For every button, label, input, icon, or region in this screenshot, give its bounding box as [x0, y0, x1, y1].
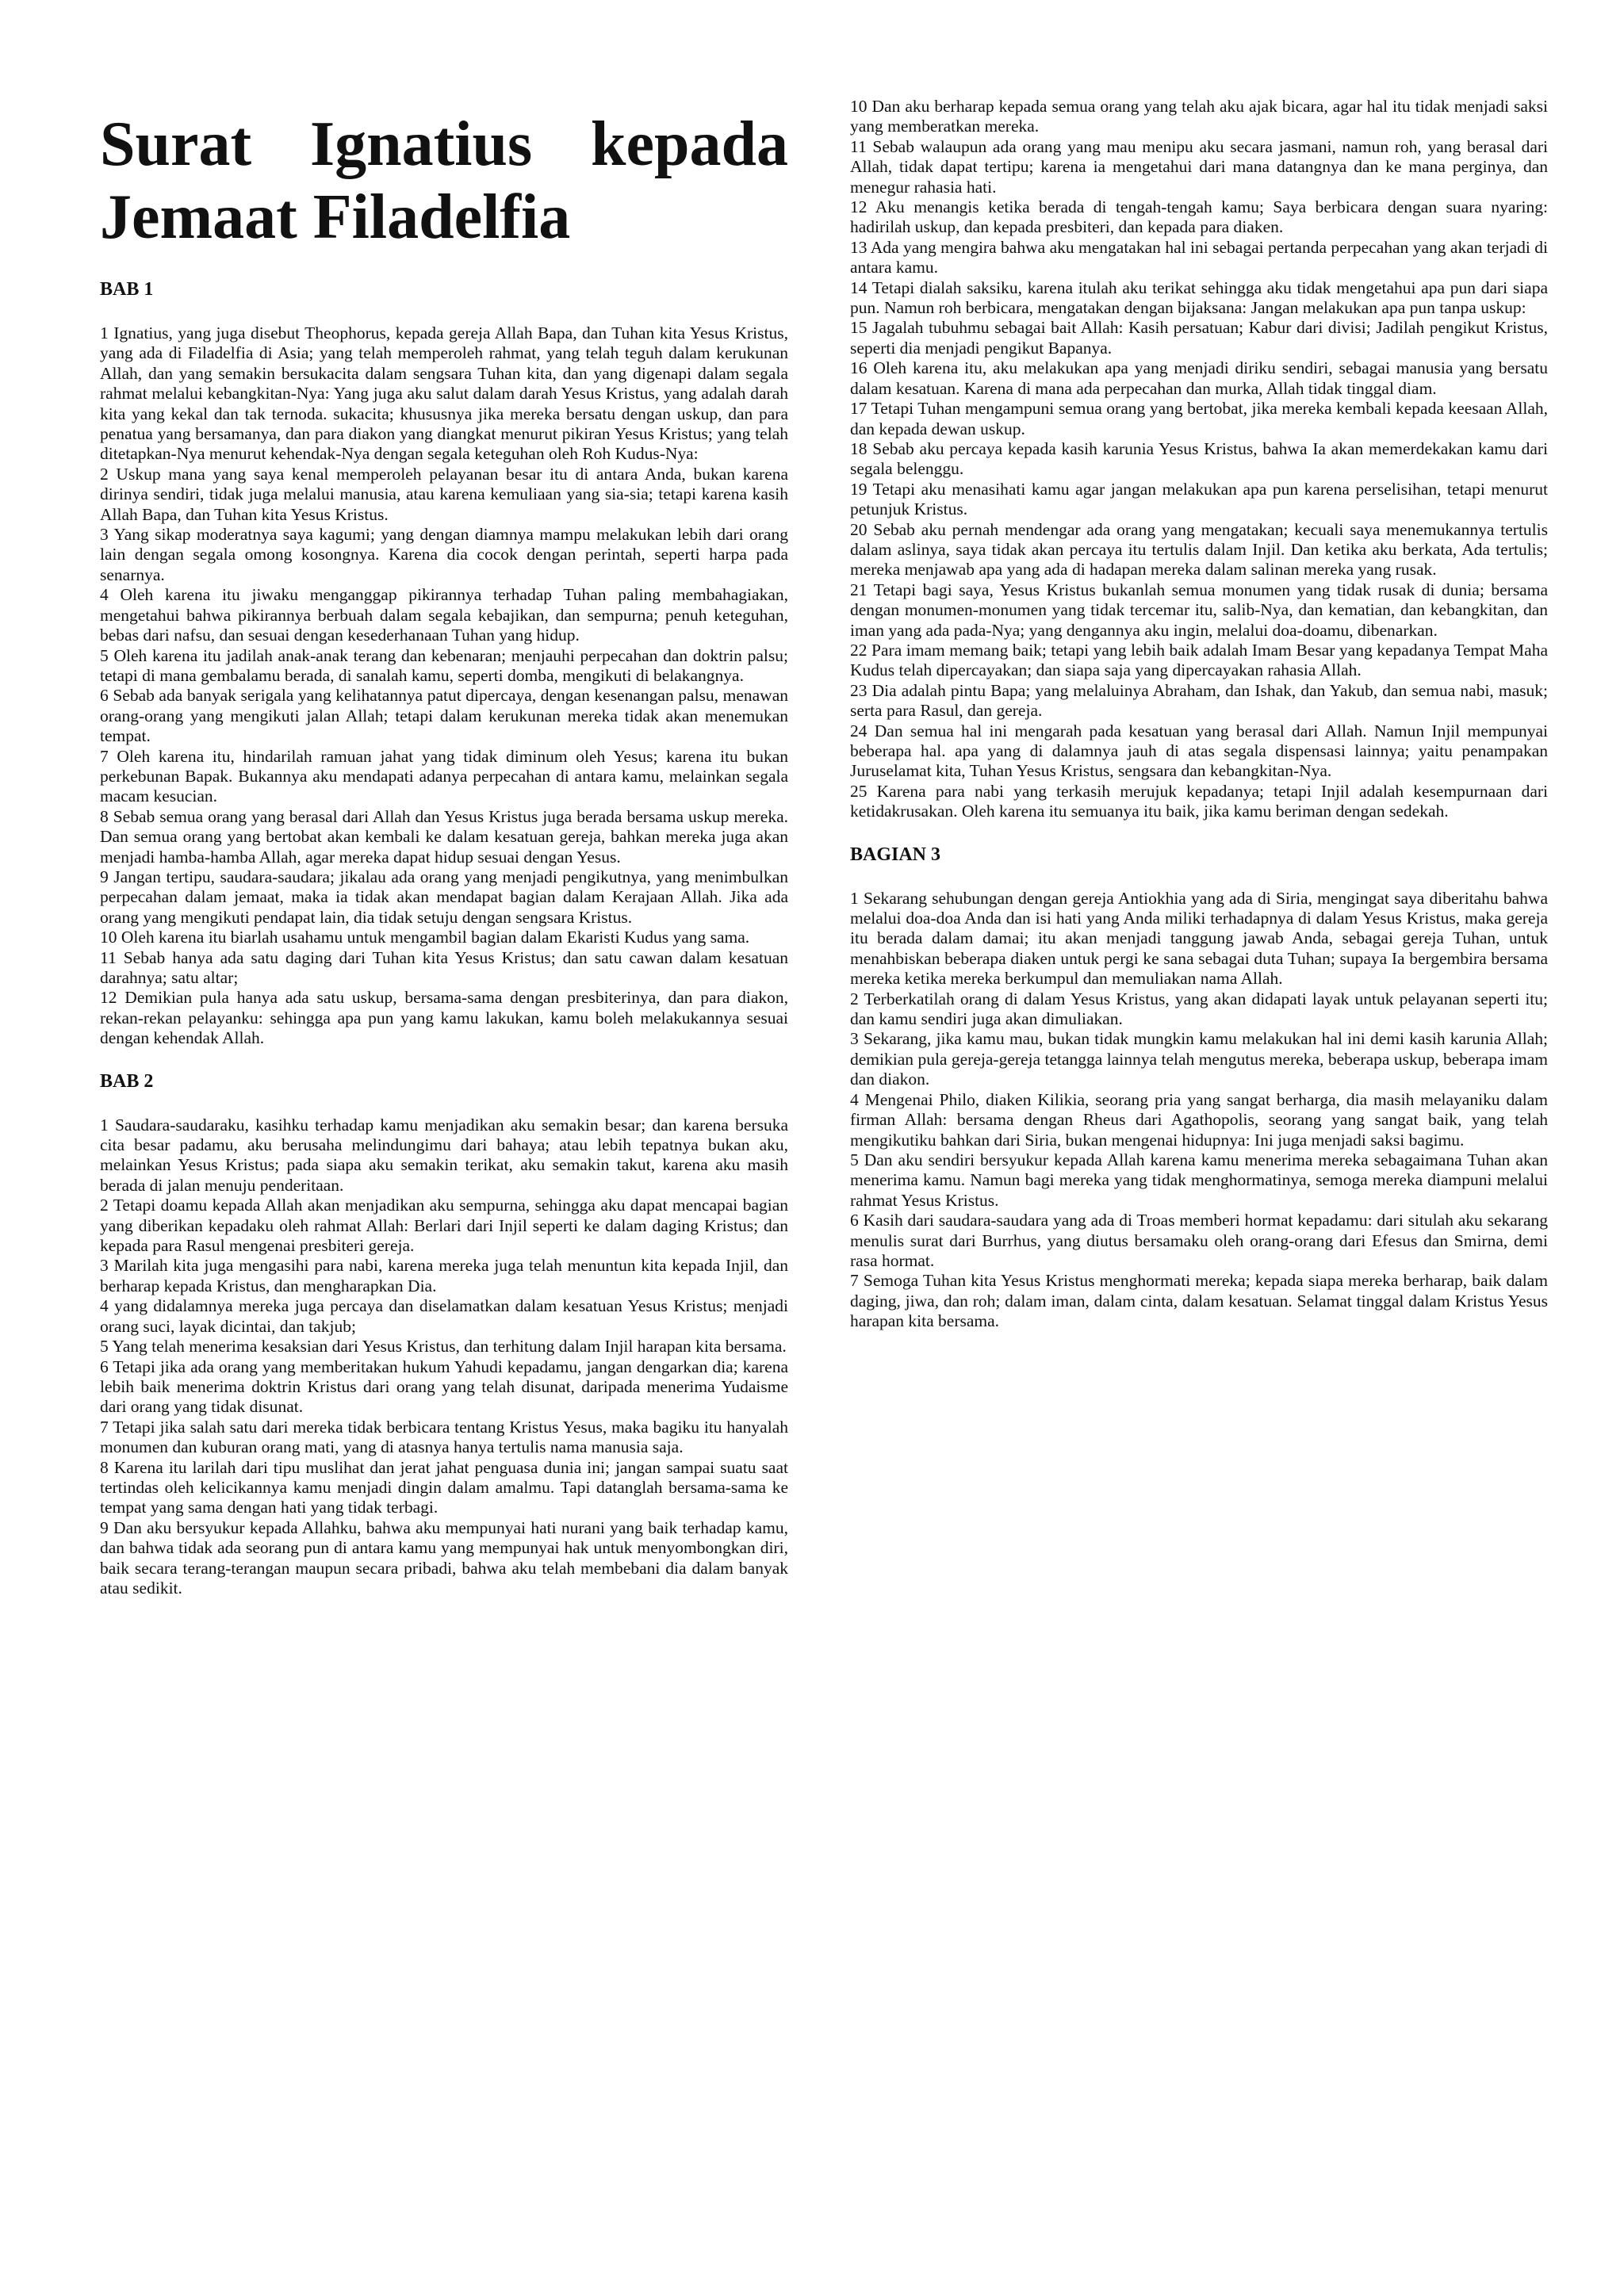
verse-paragraph: 3 Sekarang, jika kamu mau, bukan tidak mungkin kamu melakukan hal ini demi kasih karunia Allah; demikian pula gereja-gereja tetangga lainnya telah mengutus mereka, beberapa uskup, beberapa imam dan diakon.	[850, 1029, 1548, 1089]
chapter-heading: BAB 1	[100, 279, 154, 300]
chapter-section	[850, 843, 1548, 1332]
chapter-section	[100, 277, 788, 1049]
verse-paragraph: 25 Karena para nabi yang terkasih merujuk kepadanya; tetapi Injil adalah kesempurnaan dari ketidakrusakan. Oleh karena itu semuanya itu baik, jika kamu beriman dengan sedekah.	[850, 781, 1548, 821]
chapter-heading: BAGIAN 3	[850, 844, 941, 865]
verse-paragraph: 3 Yang sikap moderatnya saya kagumi; yang dengan diamnya mampu melakukan lebih dari orang lain dengan segala omong kosongnya. Karena dia cocok dengan perintah, seperti harpa pada senarnya.	[100, 525, 788, 584]
verse-paragraph: 21 Tetapi bagi saya, Yesus Kristus bukanlah semua monumen yang tidak rusak di dunia; bersama dengan monumen-monumen yang tidak tercemar itu, salib-Nya, dan kematian, dan kebangkitan, dan iman yang ada pada-Nya; yang dengannya aku ingin, melalui doa-doamu, dibenarkan.	[850, 580, 1548, 640]
verse-paragraph: 2 Uskup mana yang saya kenal memperoleh pelayanan besar itu di antara Anda, bukan karena dirinya sendiri, tidak juga melalui manusia, atau karena kemuliaan yang sia-sia; tetapi karena kasih Allah Bapa, dan Tuhan kita Yesus Kristus.	[100, 464, 788, 524]
verse-paragraph: 24 Dan semua hal ini mengarah pada kesatuan yang berasal dari Allah. Namun Injil mempunyai beberapa hal. apa yang di dalamnya jauh di atas segala dispensasi lainnya; yaitu penampakan Juruselamat kita, Tuhan Yesus Kristus, sengsara dan kebangkitan-Nya.	[850, 721, 1548, 781]
document-title: Surat Ignatius kepada Jemaat Filadelfia	[100, 109, 788, 252]
verse-paragraph: 12 Aku menangis ketika berada di tengah-tengah kamu; Saya berbicara dengan suara nyaring: hadirilah uskup, dan kepada presbiteri, dan kepada para diaken.	[850, 197, 1548, 237]
chapter-section	[850, 97, 1548, 822]
verse-paragraph: 15 Jagalah tubuhmu sebagai bait Allah: Kasih persatuan; Kabur dari divisi; Jadilah pengikut Kristus, seperti dia menjadi pengikut Bapanya.	[850, 318, 1548, 358]
verse-paragraph: 1 Saudara-saudaraku, kasihku terhadap kamu menjadikan aku semakin besar; dan karena bersuka cita besar padamu, aku berusaha melindungimu dari bahaya; atau lebih tepatnya bukan aku, melainkan Yesus Kristus; pada siapa aku semakin terikat, aku semakin takut, karena aku masih berada di jalan menuju penderitaan.	[100, 1115, 788, 1195]
verse-paragraph: 16 Oleh karena itu, aku melakukan apa yang menjadi diriku sendiri, sebagai manusia yang bersatu dalam kesatuan. Karena di mana ada perpecahan dan murka, Allah tidak tinggal diam.	[850, 358, 1548, 398]
verse-paragraph: 23 Dia adalah pintu Bapa; yang melaluinya Abraham, dan Ishak, dan Yakub, dan semua nabi, masuk; serta para Rasul, dan gereja.	[850, 680, 1548, 721]
verse-paragraph: 10 Oleh karena itu biarlah usahamu untuk mengambil bagian dalam Ekaristi Kudus yang sama.	[100, 928, 750, 947]
verse-paragraph: 22 Para imam memang baik; tetapi yang lebih baik adalah Imam Besar yang kepadanya Tempat Maha Kudus telah dipercayakan; dan siapa saja yang dipercayakan rahasia Allah.	[850, 640, 1548, 680]
verse-paragraph: 6 Kasih dari saudara-saudara yang ada di Troas memberi hormat kepadamu: dari situlah aku sekarang menulis surat dari Burrhus, yang diutus bersamaku oleh orang-orang dari Efesus dan Smirna, demi rasa hormat.	[850, 1211, 1548, 1270]
verse-paragraph: 7 Tetapi jika salah satu dari mereka tidak berbicara tentang Kristus Yesus, maka bagiku itu hanyalah monumen dan kuburan orang mati, yang di atasnya hanya tertulis nama manusia saja.	[100, 1417, 788, 1457]
verse-paragraph: 11 Sebab hanya ada satu daging dari Tuhan kita Yesus Kristus; dan satu cawan dalam kesatuan darahnya; satu altar;	[100, 947, 788, 987]
verse-paragraph: 4 Mengenai Philo, diaken Kilikia, seorang pria yang sangat berharga, dia masih melayaniku dalam firman Allah: bersama dengan Rheus dari Agathopolis, seorang yang sangat baik, yang telah mengikutiku bahkan dari Siria, bukan mengenai hidupnya: Ini juga menjadi saksi bagimu.	[850, 1089, 1548, 1150]
verse-paragraph: 14 Tetapi dialah saksiku, karena itulah aku terikat sehingga aku tidak mengetahui apa pun dari siapa pun. Namun roh berbicara, mengatakan dengan bijaksana: Jangan melakukan apa pun tanpa uskup:	[850, 277, 1548, 318]
verse-paragraph: 6 Sebab ada banyak serigala yang kelihatannya patut dipercaya, dengan kesenangan palsu, menawan orang-orang yang mengikuti jalan Allah; tetapi dalam kerukunan mereka tidak akan menemukan tempat.	[100, 686, 788, 746]
chapter-section	[100, 1070, 788, 1599]
verse-paragraph: 20 Sebab aku pernah mendengar ada orang yang mengatakan; kecuali saya menemukannya tertulis dalam aslinya, saya tidak akan percaya itu tertulis dalam Injil. Dan ketika aku berkata, Ada tertulis; mereka menjawab apa yang ada di hadapan mereka dalam salinan mereka yang rusak.	[850, 519, 1548, 580]
verse-paragraph: 12 Demikian pula hanya ada satu uskup, bersama-sama dengan presbiterinya, dan para diakon, rekan-rekan pelayanku: sehingga apa pun yang kamu lakukan, kamu boleh melakukannya sesuai dengan kehendak Allah.	[100, 988, 788, 1048]
verse-paragraph: 4 yang didalamnya mereka juga percaya dan diselamatkan dalam kesatuan Yesus Kristus; menjadi orang suci, layak dicintai, dan takjub;	[100, 1296, 788, 1336]
verse-paragraph: 18 Sebab aku percaya kepada kasih karunia Yesus Kristus, bahwa Ia akan memerdekakan kamu dari segala belenggu.	[850, 438, 1548, 479]
right-column	[850, 97, 1548, 1353]
left-column	[100, 97, 788, 1619]
verse-paragraph: 13 Ada yang mengira bahwa aku mengatakan hal ini sebagai pertanda perpecahan yang akan terjadi di antara kamu.	[850, 237, 1548, 277]
verse-paragraph: 8 Karena itu larilah dari tipu muslihat dan jerat jahat penguasa dunia ini; jangan sampai suatu saat tertindas oleh kelicikannya kamu menjadi dingin dalam amalmu. Tapi datanglah bersama-sama ke tempat yang sama dengan hati yang tidak terbagi.	[100, 1457, 788, 1517]
verse-paragraph: 4 Oleh karena itu jiwaku menganggap pikirannya terhadap Tuhan paling membahagiakan, mengetahui bahwa pikirannya berbuah dalam segala kebajikan, dan sempurna; penuh keteguhan, bebas dari nafsu, dan sesuai dengan kesederhanaan Tuhan yang hidup.	[100, 585, 788, 645]
verse-paragraph: 7 Semoga Tuhan kita Yesus Kristus menghormati mereka; kepada siapa mereka berharap, baik dalam daging, jiwa, dan roh; dalam iman, dalam cinta, dalam kesatuan. Selamat tinggal dalam Kristus Yesus harapan kita bersama.	[850, 1271, 1548, 1331]
verse-paragraph: 3 Marilah kita juga mengasihi para nabi, karena mereka juga telah menuntun kita kepada Injil, dan berharap kepada Kristus, dan mengharapkan Dia.	[100, 1256, 788, 1295]
verse-paragraph: 19 Tetapi aku menasihati kamu agar jangan melakukan apa pun karena perselisihan, tetapi menurut petunjuk Kristus.	[850, 479, 1548, 519]
verse-paragraph: 9 Dan aku bersyukur kepada Allahku, bahwa aku mempunyai hati nurani yang baik terhadap kamu, dan bahwa tidak ada seorang pun di antara kamu yang mempunyai hak untuk menyombongkan diri, baik secara terang-terangan maupun secara pribadi, bahwa aku telah membebani dia dalam banyak atau sedikit.	[100, 1517, 788, 1598]
verse-paragraph: 9 Jangan tertipu, saudara-saudara; jikalau ada orang yang menjadi pengikutnya, yang menimbulkan perpecahan dalam jemaat, maka ia tidak akan mendapat bagian dalam Kerajaan Allah. Jika ada orang yang mengikuti pendapat lain, dia tidak setuju dengan sengsara Kristus.	[100, 867, 788, 927]
verse-paragraph: 8 Sebab semua orang yang berasal dari Allah dan Yesus Kristus juga berada bersama uskup mereka. Dan semua orang yang bertobat akan kembali ke dalam kesatuan gereja, bahkan mereka juga akan menjadi hamba-hamba Allah, agar mereka dapat hidup sesuai dengan Yesus.	[100, 806, 788, 867]
verse-paragraph: 5 Yang telah menerima kesaksian dari Yesus Kristus, dan terhitung dalam Injil harapan kita bersama.	[100, 1337, 787, 1357]
verse-paragraph: 17 Tetapi Tuhan mengampuni semua orang yang bertobat, jika mereka kembali kepada keesaan Allah, dan kepada dewan uskup.	[850, 399, 1548, 438]
verse-paragraph: 2 Tetapi doamu kepada Allah akan menjadikan aku sempurna, sehingga aku dapat mencapai bagian yang diberikan kepadaku oleh rahmat Allah: Berlari dari Injil seperti ke dalam daging Kristus; dan kepada para Rasul mengenai presbiteri gereja.	[100, 1196, 788, 1256]
verse-paragraph: 6 Tetapi jika ada orang yang memberitakan hukum Yahudi kepadamu, jangan dengarkan dia; karena lebih baik menerima doktrin Kristus dari orang yang telah disunat, daripada menerima Yudaisme dari orang yang tidak disunat.	[100, 1357, 788, 1417]
verse-paragraph: 11 Sebab walaupun ada orang yang mau menipu aku secara jasmani, namun roh, yang berasal dari Allah, tidak dapat tertipu; karena ia mengetahui dari mana datangnya dan ke mana perginya, dan menegur rahasia hati.	[850, 136, 1548, 197]
verse-paragraph: 1 Sekarang sehubungan dengan gereja Antiokhia yang ada di Siria, mengingat saya diberitahu bahwa melalui doa-doa Anda dan isi hati yang Anda miliki terhadapnya di dalam Yesus Kristus, maka gereja itu berada dalam damai; itu akan menjadi tanggung jawab Anda, sebagai gereja Tuhan, untuk menahbiskan beberapa diaken untuk pergi ke sana sebagai duta Tuhan; supaya Ia bergembira bersama mereka ketika mereka berkumpul dan memuliakan nama Allah.	[850, 888, 1548, 989]
verse-paragraph: 7 Oleh karena itu, hindarilah ramuan jahat yang tidak diminum oleh Yesus; karena itu bukan perkebunan Bapak. Bukannya aku mendapati adanya perpecahan di antara kamu, melainkan segala macam kesucian.	[100, 746, 788, 806]
verse-paragraph: 10 Dan aku berharap kepada semua orang yang telah aku ajak bicara, agar hal itu tidak menjadi saksi yang memberatkan mereka.	[850, 97, 1548, 136]
verse-paragraph: 5 Oleh karena itu jadilah anak-anak terang dan kebenaran; menjauhi perpecahan dan doktrin palsu; tetapi di mana gembalamu berada, di sanalah kamu, seperti domba, mengikuti di belakangnya.	[100, 645, 788, 685]
verse-paragraph: 1 Ignatius, yang juga disebut Theophorus, kepada gereja Allah Bapa, dan Tuhan kita Yesus Kristus, yang ada di Filadelfia di Asia; yang telah memperoleh rahmat, yang telah teguh dalam kerukunan Allah, dan yang semakin bersukacita dalam sengsara Tuhan kita, dan yang digenapi dalam segala rahmat melalui kebangkitan-Nya: Yang juga aku salut dalam darah Yesus Kristus, yang adalah darah kita yang kekal dan tak ternoda. sukacita; khususnya jika mereka bersatu dengan uskup, dan para penatua yang bersamanya, dan para diakon yang diangkat menurut pikiran Yesus Kristus; yang telah ditetapkan-Nya menurut kehendak-Nya dengan segala keteguhan oleh Roh Kudus-Nya:	[100, 323, 788, 464]
chapter-heading: BAB 2	[100, 1070, 154, 1092]
verse-paragraph: 2 Terberkatilah orang di dalam Yesus Kristus, yang akan didapati layak untuk pelayanan seperti itu; dan kamu sendiri juga akan dimuliakan.	[850, 989, 1548, 1029]
verse-paragraph: 5 Dan aku sendiri bersyukur kepada Allah karena kamu menerima mereka sebagaimana Tuhan akan menerima kamu. Namun bagi mereka yang tidak menghormatinya, semoga mereka diampuni melalui rahmat Yesus Kristus.	[850, 1150, 1548, 1210]
